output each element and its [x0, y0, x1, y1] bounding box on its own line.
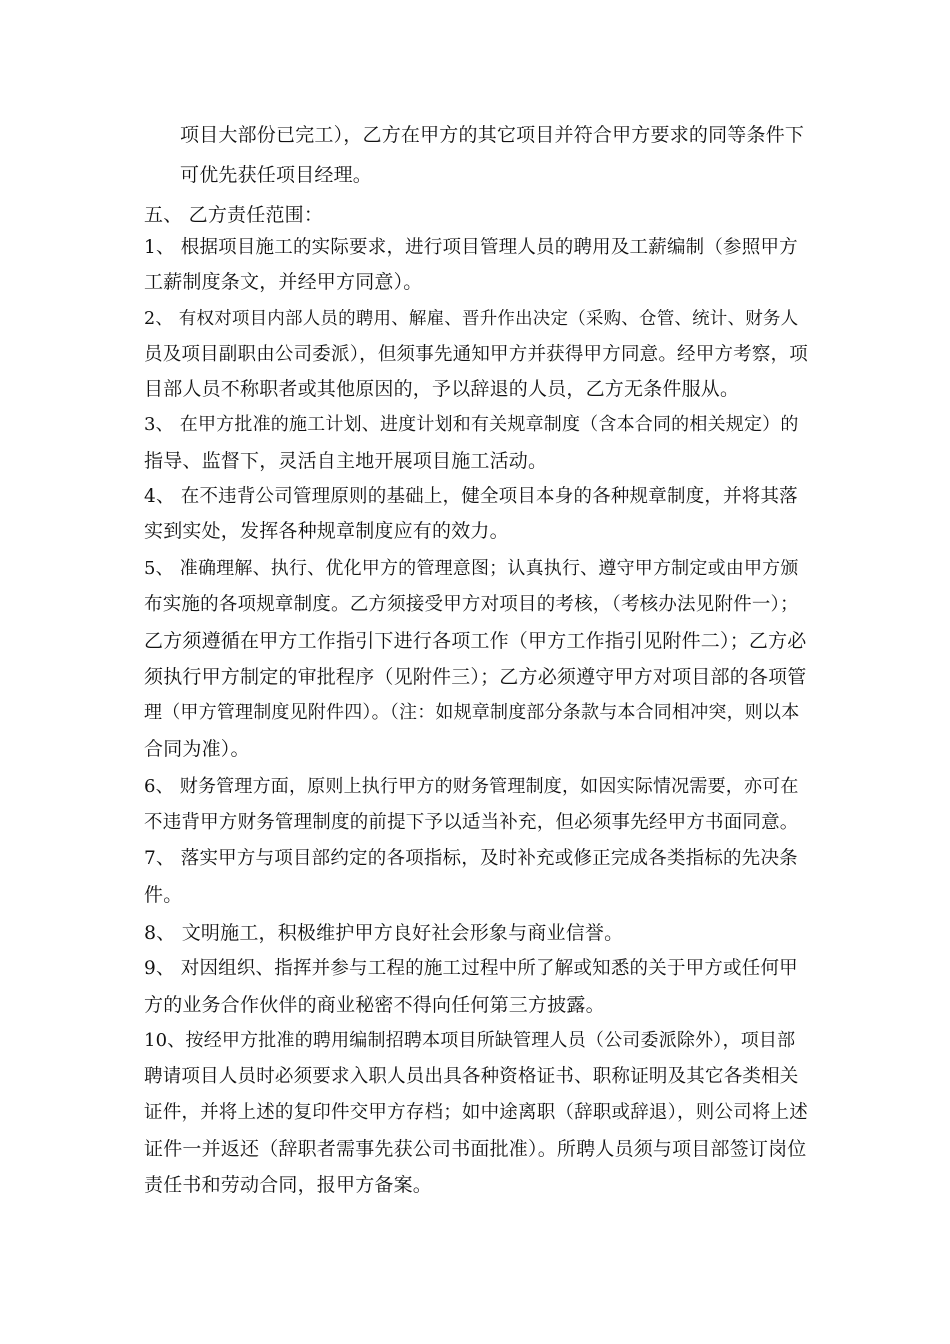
text-line: 指导、监督下，灵活自主地开展项目施工活动。: [144, 450, 548, 472]
text-line: 9、 对因组织、指挥并参与工程的施工过程中所了解或知悉的关于甲方或任何甲: [144, 958, 798, 979]
text-line: 1、 根据项目施工的实际要求，进行项目管理人员的聘用及工薪编制（参照甲方: [144, 237, 798, 258]
text-line: 4、 在不违背公司管理原则的基础上，健全项目本身的各种规章制度，并将其落: [144, 486, 798, 507]
text-line: 不违背甲方财务管理制度的前提下予以适当补充，但必须事先经甲方书面同意。: [144, 812, 799, 833]
text-line: 项目大部份已完工），乙方在甲方的其它项目并符合甲方要求的同等条件下: [180, 124, 805, 146]
text-line: 6、 财务管理方面，原则上执行甲方的财务管理制度，如因实际情况需要，亦可在: [144, 776, 799, 797]
text-line: 3、 在甲方批准的施工计划、进度计划和有关规章制度（含本合同的相关规定）的: [144, 414, 799, 435]
text-line: 须执行甲方制定的审批程序（见附件三）；乙方必须遵守甲方对项目部的各项管: [144, 666, 807, 688]
text-line: 员及项目副职由公司委派），但须事先通知甲方并获得甲方同意。经甲方考察，项: [144, 344, 808, 365]
text-line: 实到实处，发挥各种规章制度应有的效力。: [144, 520, 509, 542]
text-line: 布实施的各项规章制度。乙方须接受甲方对项目的考核，（考核办法见附件一）；: [144, 594, 799, 615]
text-line: 10、按经甲方批准的聘用编制招聘本项目所缺管理人员（公司委派除外），项目部: [144, 1030, 796, 1051]
text-line: 8、 文明施工，积极维护甲方良好社会形象与商业信誉。: [144, 922, 624, 944]
text-line: 7、 落实甲方与项目部约定的各项指标，及时补充或修正完成各类指标的先决条: [144, 848, 798, 869]
text-line: 2、 有权对项目内部人员的聘用、解雇、晋升作出决定（采购、仓管、统计、财务人: [144, 309, 799, 329]
text-line: 乙方须遵循在甲方工作指引下进行各项工作（甲方工作指引见附件二）；乙方必: [144, 630, 807, 652]
text-line: 证件，并将上述的复印件交甲方存档；如中途离职（辞职或辞退），则公司将上述: [144, 1102, 808, 1123]
section-heading: 五、 乙方责任范围：: [144, 204, 324, 226]
text-line: 聘请项目人员时必须要求入职人员出具各种资格证书、职称证明及其它各类相关: [144, 1066, 799, 1087]
text-line: 工薪制度条文，并经甲方同意）。: [144, 271, 423, 293]
text-line: 目部人员不称职者或其他原因的，予以辞退的人员，乙方无条件服从。: [144, 378, 740, 400]
text-line: 5、 准确理解、执行、优化甲方的管理意图；认真执行、遵守甲方制定或由甲方颁: [144, 558, 799, 579]
text-line: 合同为准）。: [144, 738, 250, 760]
text-line: 责任书和劳动合同，报甲方备案。: [144, 1174, 433, 1196]
text-line: 理（甲方管理制度见附件四）。（注：如规章制度部分条款与本合同相冲突，则以本: [144, 702, 800, 723]
text-line: 件。: [144, 884, 183, 906]
text-line: 证件一并返还（辞职者需事先获公司书面批准）。所聘人员须与项目部签订岗位: [144, 1138, 807, 1160]
text-line: 方的业务合作伙伴的商业秘密不得向任何第三方披露。: [144, 994, 605, 1016]
text-line: 可优先获任项目经理。: [180, 164, 373, 186]
